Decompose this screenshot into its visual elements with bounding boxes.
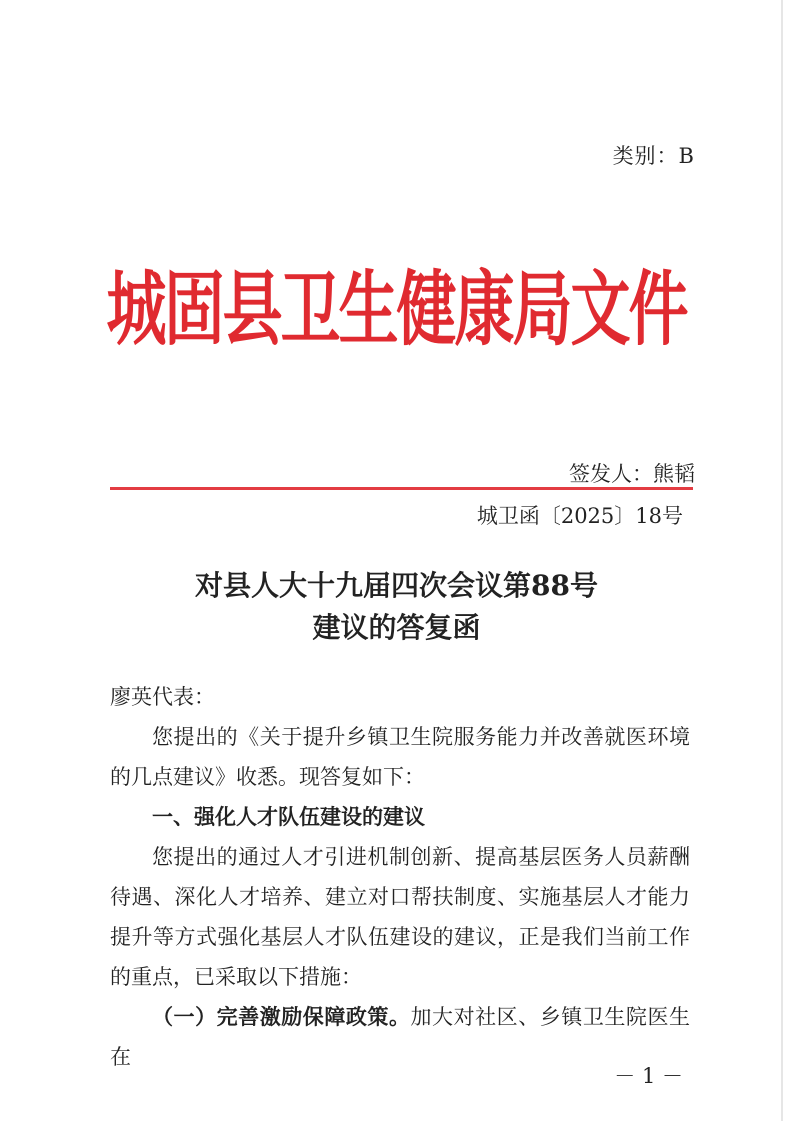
red-divider-line	[110, 487, 693, 490]
category-label: 类别：B	[612, 144, 695, 168]
section-heading: 一、强化人才队伍建设的建议	[152, 804, 425, 829]
page-number: － 1 －	[614, 1064, 683, 1088]
document-number: 城卫函〔2025〕18号	[476, 504, 683, 528]
item-label: （一）完善激励保障政策。	[152, 1004, 411, 1029]
title-line-2: 建议的答复函	[312, 611, 481, 644]
document-title	[0, 565, 793, 649]
title-line-1: 对县人大十九届四次会议第88号	[195, 569, 598, 602]
intro-paragraph: 您提出的《关于提升乡镇卫生院服务能力并改善就医环境的几点建议》收悉。现答复如下：	[110, 725, 690, 789]
item-text: 加大对社区、乡镇卫生院医生在	[110, 1005, 690, 1069]
item-paragraph	[110, 997, 690, 1077]
document-body	[110, 677, 690, 1077]
salutation: 廖英代表：	[110, 685, 215, 709]
scan-edge-shadow	[781, 0, 783, 1121]
body-paragraph: 您提出的通过人才引进机制创新、提高基层医务人员薪酬待遇、深化人才培养、建立对口帮扶制度、实施基层人才能力提升等方式强化基层人才队伍建设的建议，正是我们当前工作的重点，已采取以下措施：	[110, 845, 690, 989]
document-masthead: 城固县卫生健康局文件	[106, 263, 687, 358]
signer-label: 签发人：熊韬	[569, 462, 695, 486]
